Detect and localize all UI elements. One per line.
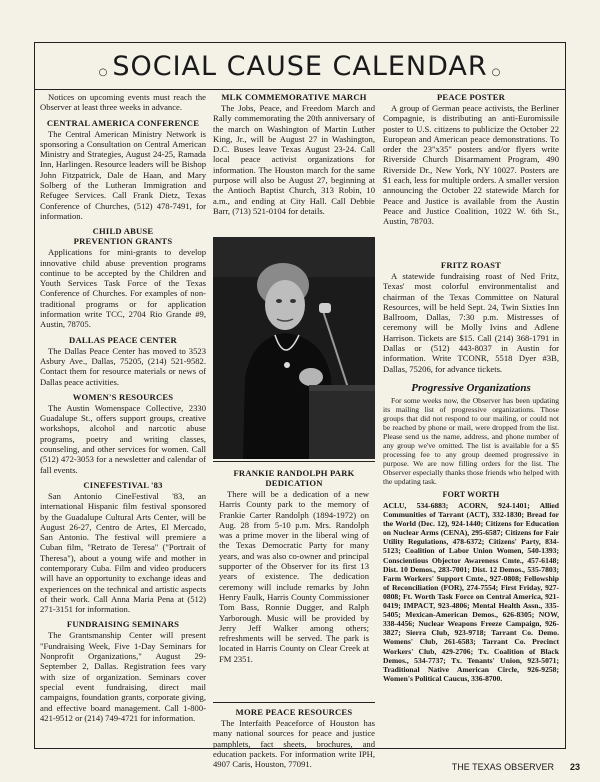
bullet-icon: ○ — [98, 66, 109, 78]
page-footer — [360, 762, 580, 772]
section-body: A statewide fundraising roast of Ned Fritz, Texas' most colorful environmentalist and chairman of the Texas Committee on Natural Resources, will be held Sept. 24, Twin Sixties Inn Ballroom, Dallas, 7:30 p.m. Mistresses of ceremony will be Molly Ivins and Adlene Harrison. Tickets are $15. Call (214) 368-1791 in Dallas or (512) 443-8037 in Austin for information. Write TCONR, 5518 Dyer #3B, Dallas, 75206, for advance tickets. — [383, 271, 559, 374]
speaker-portrait-image — [213, 237, 375, 459]
section-heading: DALLAS PEACE CENTER — [69, 334, 177, 345]
section-heading: CHILD ABUSE PREVENTION GRANTS — [73, 226, 173, 247]
section-body: A group of German peace activists, the Berliner Compagnie, is distributing an anti-Euromissile poster to U.S. citizens to publicize the October 22 European and American peace demonstrations. To order the 23"x35" posters and/or flyers write Riverside Church Disarmament Program, 490 Riverside Dr., New York, NY 10027. Posters are $1 each, less for multiple orders. A smaller version announcing the October 22 statewide March for Peace and Justice is available from the Austin Peace and Justice Coalition, 1022 W. 6th St., Austin, 78703. — [383, 103, 559, 227]
section-body: There will be a dedication of a new Harris County park to the memory of Frankie Carter Randolph (1894-1972) on Aug. 28 from 5-10 p.m. Mrs. Randolph was a prime mover in the liberal wing of the Texas Democratic Party for many years, and was also co-owner and principal supporter of the Observer for its first 13 years of existence. The dedication ceremony will include remarks by John Henry Faulk, Harris County Commissioner Tom Bass, Ronnie Dugger, and Ralph Yarborough. Music will be provided by Jerry Jeff Walker among others; refreshments will be served. The park is located in Harris County on Clear Creek at FM 2351. — [219, 489, 369, 664]
progressive-organizations-section — [383, 384, 559, 683]
masthead — [34, 42, 566, 90]
section-heading: CENTRAL AMERICA CONFERENCE — [46, 117, 200, 128]
section-heading: FORT WORTH — [442, 490, 500, 499]
section-heading: Progressive Organizations — [411, 382, 531, 394]
section-body: The Central American Ministry Network is sponsoring a Consultation on Central American Ministry and Strategies, August 24-25, Ramada Inn, Harlingen. Resource leaders will be Bishop John Fitzpatrick, Dale de Haan, and Mary Solberg of the Lutheran Immigration and Refugee Services. Call Frank Dietz, Texas Conference of Churches, (512) 478-7491, for information. — [40, 128, 206, 221]
section-body: The Interfaith Peaceforce of Houston has many national sources for peace and justice pamphlets, fact sheets, brochures, and education packets. For information write IPH, 4907 Caris, Houston, 77091. — [213, 718, 375, 770]
dedication-box — [213, 461, 375, 703]
portrait-photo — [213, 237, 375, 459]
section-heading: CINEFESTIVAL '83 — [83, 479, 163, 490]
bullet-icon: ○ — [491, 66, 502, 78]
section-heading: FRITZ ROAST — [440, 260, 502, 270]
section-body: The Jobs, Peace, and Freedom March and Rally commemorating the 20th anniversary of the march on Washington of Martin Luther King, Jr., will be August 27 in Washington, D.C. Buses leave Texas August 23-24. Call local peace activist organizations for information. The Houston march for the same purpose will also be August 27, beginning at the Antioch Baptist Church, 313 Robin, 10 a.m., and ending at City Hall. Call Debbie Barr, (713) 521-0104 for details. — [213, 103, 375, 216]
page-number: 23 — [569, 762, 580, 772]
page-title — [95, 51, 506, 82]
section-body: Applications for mini-grants to develop innovative child abuse prevention programs continue to be accepted by the Children and Youth Services Task Force of the Texas Conference of Churches. For examples of non-traditional programs or for application information write TCC, 2704 Rio Grande #9, Austin, 78705. — [40, 247, 206, 330]
column-middle — [213, 92, 375, 216]
section-body: The Austin Womenspace Collective, 2330 Guadalupe St., offers support groups, creative workshops, alcohol and narcotic abuse programs, poetry and writing classes, counseling, and other services for women. Call (512) 472-3053 for a newsletter and calendar of fall events. — [40, 402, 206, 475]
section-heading: MORE PEACE RESOURCES — [235, 707, 353, 717]
intro-note: Notices on upcoming events must reach the Observer at least three weeks in advance. — [40, 92, 206, 113]
section-body: The Grantsmanship Center will present "Fundraising Week, Five 1-Day Seminars for Nonprofit Organizations," August 29-September 2, Dallas. Registration fees vary with size of organization. Seminars cover special event fundraising, direct mail campaigns, foundation grants, corporate giving, and effective board management. Call 1-800-421-9512 or (214) 749-4721 for information. — [40, 630, 206, 723]
section-body: San Antonio CineFestival '83, an international Hispanic film festival sponsored by the Guadalupe Cultural Arts Center, will be August 26-27, Centro de Artes, El Mercado, San Antonio. The festival will premiere a Cuban film, "Retrato de Teresa" ("Portrait of Theresa"), about a young wife and mother in contemporary Cuba. Film and video producers will have an opportunity to exchange ideas and experiences on the technical and artistic aspects of their work. Call Anna Maria Pena at (512) 271-3151 for information. — [40, 490, 206, 615]
organization-list: ACLU, 534-6883; ACORN, 924-1401; Allied Communities of Tarrant (ACT), 332-1830; Bread for the World (Dec. 12), 924-1440; Citizens for Education on Nuclear Arms (CENA), 295-6587; Citizens for Fair Utility Regulations, 478-6372; Citizens' Party, 834-5123; Coalition of Labor Union Women, 540-1393; Conscientious Objector Awareness Cmte., 457-6148; Dist. 10 Demos., 283-7001; Dist. 12 Demos., 535-7803; Farm Workers' Support Cmte., 927-0808; Fellowship of Reconciliation (FOR), 274-7554; First Friday, 927-0808; Ft. Worth Task Force on Central America, 921-0419; IMPACT, 923-4806; Mental Health Assn., 335-5405; Mexican-American Demos., 626-8305; NOW, 338-4456; Nuclear Weapons Freeze Campaign, 926-3827; Sierra Club, 923-9718; Tarrant Co. Demo. Womens' Club, 261-6583; Tarrant Co. Precinct Workers' Club, 429-2706; Tx. Coalition of Black Demos., 534-7737; Tx. Tenants' Union, 923-5071; Traditional Native American Circle, 926-9258; Women's Political Caucus, 336-8700. — [383, 501, 559, 683]
page-title-text: SOCIAL CAUSE CALENDAR — [112, 50, 488, 82]
section-body: For some weeks now, the Observer has been updating its mailing list of progressive organizations. Those groups that did not respond to our mailing, or could not be reached by phone or mail, were dropped from the list. Please send us the name, address, and phone number of any group we've omitted. The list is available for a $5 processing fee to any group deemed progressive in purpose. We are now filling orders for the list. The Observer especially thanks those friends who helped with the updating task. — [383, 396, 559, 486]
fritz-roast-section — [383, 260, 559, 374]
section-heading: FRANKIE RANDOLPH PARK DEDICATION — [233, 468, 355, 488]
column-right — [383, 92, 559, 227]
section-heading: WOMEN'S RESOURCES — [72, 391, 174, 402]
more-peace-resources — [213, 707, 375, 769]
section-heading: MLK COMMEMORATIVE MARCH — [221, 92, 367, 102]
section-body: The Dallas Peace Center has moved to 3523 Asbury Ave., Dallas, 75205, (214) 521-9582. Contact them for resource materials or news of Dallas peace activities. — [40, 345, 206, 387]
column-left — [40, 92, 206, 723]
section-heading: PEACE POSTER — [436, 92, 506, 102]
section-heading: FUNDRAISING SEMINARS — [66, 619, 180, 630]
publication-name: THE TEXAS OBSERVER — [451, 762, 554, 772]
